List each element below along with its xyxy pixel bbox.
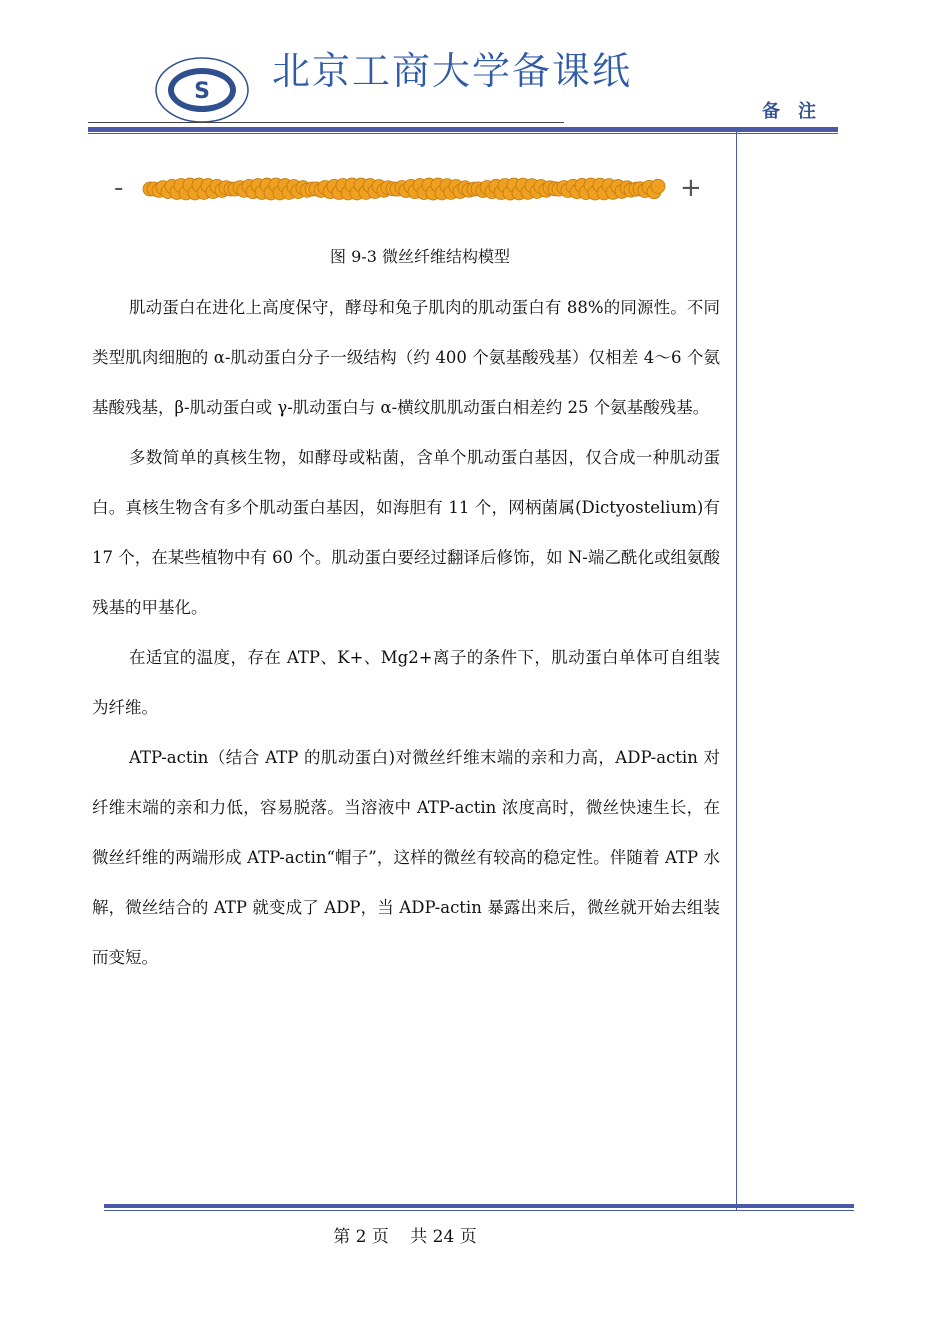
svg-text:S: S [194,79,210,104]
header-rule-thick [88,127,838,132]
figure-caption: 图 9-3 微丝纤维结构模型 [330,247,510,266]
paragraph-3: 在适宜的温度，存在 ATP、K+、Mg2+离子的条件下，肌动蛋白单体可自组装为纤维。 [92,648,720,717]
plus-end-sign: + [680,173,702,203]
notes-margin-line [736,132,737,1210]
page-number: 第 2 页 [333,1227,389,1247]
notes-column-label: 备注 [762,101,834,122]
actin-bead [651,179,665,193]
paragraph-1: 肌动蛋白在进化上高度保守，酵母和兔子肌肉的肌动蛋白有 88%的同源性。不同类型肌肉细胞的 α-肌动蛋白分子一级结构（约 400 个氨基酸残基）仅相差 4～6 个氨基酸残基，β-肌动蛋白或 γ-肌动蛋白与 α-横纹肌肌动蛋白相差约 25 个氨基酸残基。 [92,298,720,417]
university-logo [152,54,252,126]
footer-rule-thin [104,1210,854,1211]
page-header-title: 北京工商大学备课纸 [272,49,633,93]
document-body [92,283,720,983]
header-rule-secondary [88,133,838,134]
paragraph-4: ATP-actin（结合 ATP 的肌动蛋白)对微丝纤维末端的亲和力高，ADP-actin 对纤维末端的亲和力低，容易脱落。当溶液中 ATP-actin 浓度高时，微丝快速生长，在微丝纤维的两端形成 ATP-actin“帽子”，这样的微丝有较高的稳定性。伴随着 ATP 水解，微丝结合的 ATP 就变成了 ADP，当 ADP-actin 暴露出来后，微丝就开始去组装而变短。 [92,748,720,967]
minus-end-sign: - [114,173,124,203]
header-rule-thin [88,122,564,123]
footer-rule-thick [104,1204,854,1208]
page-total: 共 24 页 [410,1227,477,1247]
actin-monomer-beads [143,178,665,200]
page-footer [0,1222,810,1247]
actin-filament-figure [100,166,720,212]
paragraph-2: 多数简单的真核生物，如酵母或粘菌，含单个肌动蛋白基因，仅合成一种肌动蛋白。真核生物含有多个肌动蛋白基因，如海胆有 11 个，网柄菌属(Dictyostelium)有 17 个，在某些植物中有 60 个。肌动蛋白要经过翻译后修饰，如 N-端乙酰化或组氨酸残基的甲基化。 [92,448,720,617]
